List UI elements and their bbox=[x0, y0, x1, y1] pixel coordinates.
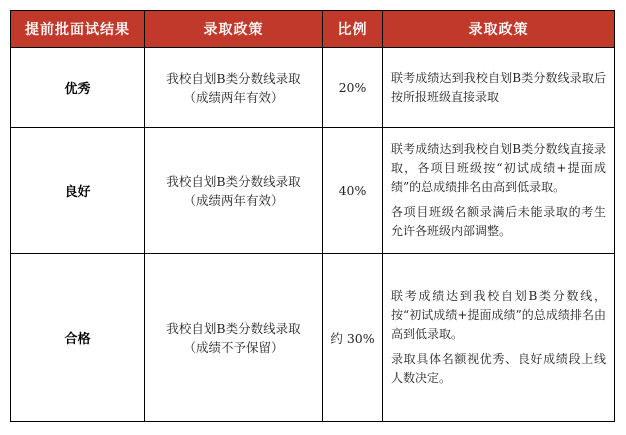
policy-cell bbox=[145, 254, 323, 422]
detail-cell bbox=[383, 48, 615, 128]
detail-paragraph: 联考成绩达到我校自划B类分数线直接录取，各项目班级按“初试成绩+提面成绩”的总成绩排名由高到低录取。 bbox=[391, 142, 606, 194]
policy-line: 我校自划B类分数线录取 bbox=[166, 173, 301, 189]
policy-cell bbox=[145, 48, 323, 128]
detail-paragraph: 联考成绩达到我校自划B类分数线，按“初试成绩+提面成绩”的总成绩排名由高到低录取。 bbox=[391, 289, 606, 341]
level-cell: 良好 bbox=[11, 128, 145, 254]
admission-policy-table bbox=[10, 10, 615, 422]
admission-policy-table-container bbox=[10, 10, 614, 422]
header-ratio: 比例 bbox=[323, 11, 383, 48]
header-interview-result: 提前批面试结果 bbox=[11, 11, 145, 48]
detail-cell bbox=[383, 128, 615, 254]
table-row-pass bbox=[11, 254, 615, 422]
detail-paragraph: 各项目班级名额录满后未能录取的考生允许各班级内部调整。 bbox=[391, 205, 606, 238]
policy-cell bbox=[145, 128, 323, 254]
table-row-excellent bbox=[11, 48, 615, 128]
policy-note: （成绩不予保留） bbox=[183, 339, 284, 355]
ratio-cell: 20% bbox=[323, 48, 383, 128]
header-admission-policy-detail: 录取政策 bbox=[383, 11, 615, 48]
policy-note: （成绩两年有效） bbox=[183, 89, 284, 105]
level-cell: 合格 bbox=[11, 254, 145, 422]
detail-paragraph: 联考成绩达到我校自划B类分数线录取后按所报班级直接录取 bbox=[391, 70, 606, 104]
ratio-cell: 40% bbox=[323, 128, 383, 254]
detail-paragraph: 录取具体名额视优秀、良好成绩段上线人数决定。 bbox=[391, 352, 606, 385]
ratio-cell: 约 30% bbox=[323, 254, 383, 422]
policy-note: （成绩两年有效） bbox=[183, 192, 284, 208]
policy-line: 我校自划B类分数线录取 bbox=[166, 70, 301, 86]
level-cell: 优秀 bbox=[11, 48, 145, 128]
table-header-row bbox=[11, 11, 615, 48]
table-row-good bbox=[11, 128, 615, 254]
detail-cell bbox=[383, 254, 615, 422]
header-admission-policy: 录取政策 bbox=[145, 11, 323, 48]
policy-line: 我校自划B类分数线录取 bbox=[166, 320, 301, 336]
